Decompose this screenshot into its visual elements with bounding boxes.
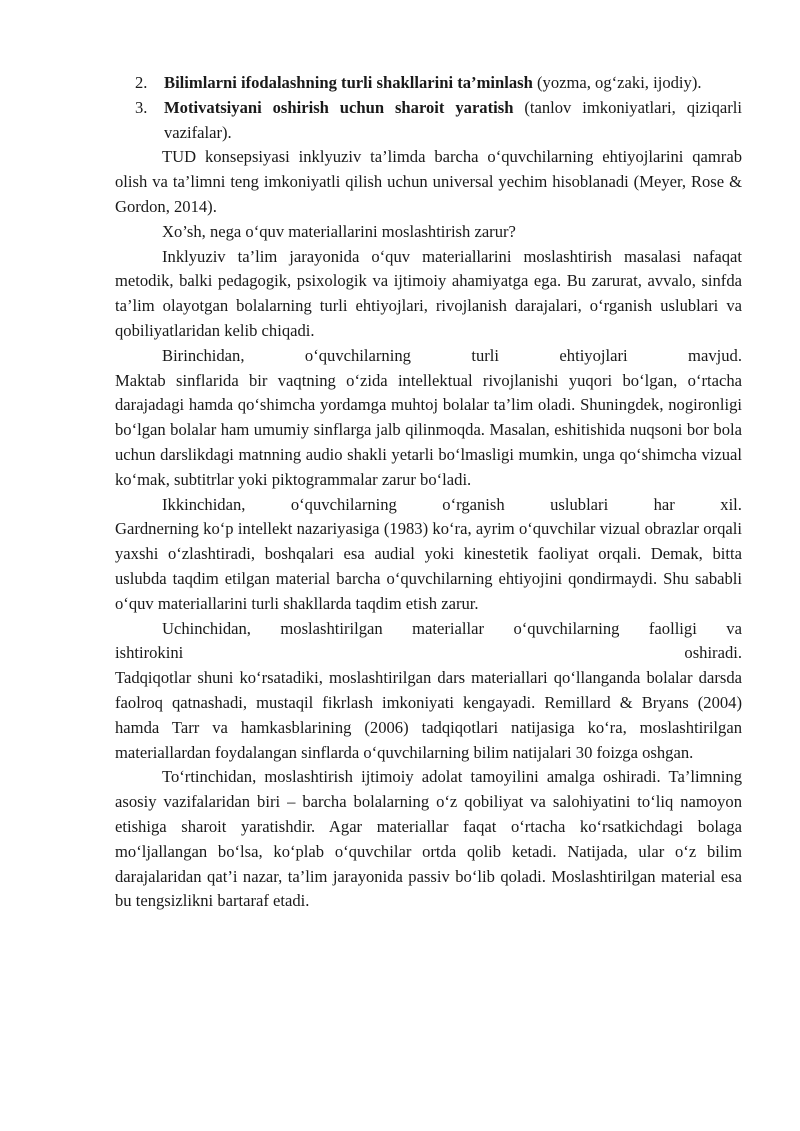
paragraph-body: Maktab sinflarida bir vaqtning o‘zida intellektual rivojlanishi yuqori bo‘lgan, o‘rtacha darajadagi hamda qo‘shimcha yordamga muhtoj bolalar ta’lim oladi. Shuningdek, nogironligi bo‘lgan bolalar ham umumiy sinflarga jalb qilinmoqda. Masalan, eshitishida nuqsoni bor bola uchun darslikdagi matnning audio shakli yetarli bo‘lmasligi mumkin, unga qo‘shimcha vizual ko‘mak, subtitrlar yoki piktogrammalar zarur bo‘ladi. xyxy=(115,370,742,489)
numbered-list xyxy=(115,71,742,145)
paragraph-body: Tadqiqotlar shuni ko‘rsatadiki, moslashtirilgan dars materiallari qo‘llanganda bolalar darsda faolroq qatnashadi, mustaqil fikrlash imkoniyati kengayadi. Remillard & Bryans (2004) hamda Tarr va hamkasblarining (2006) tadqiqotlari natijasiga ko‘ra, moslashtirilgan materiallardan foydalangan sinflarda o‘quvchilarning bilim natijalari 30 foizga oshgan. xyxy=(115,668,742,762)
paragraph-tud: TUD konsepsiyasi inklyuziv ta’limda barcha o‘quvchilarning ehtiyojlarini qamrab olish va ta’limni teng imkoniyatli qilish uchun universal yechim hisoblanadi (Meyer, Rose & Gordon, 2014). xyxy=(115,147,742,216)
paragraph-body: Gardnerning ko‘p intellekt nazariyasiga (1983) ko‘ra, ayrim o‘quvchilar vizual obrazlar orqali yaxshi o‘zlashtiradi, boshqalari esa audial yoki kinestetik faoliyat orqali. Demak, bitta uslubda taqdim etilgan material barcha o‘quvchilarning ehtiyojini qondirmaydi. Shu sababli o‘quv materiallarini turli shakllarda taqdim etish zarur. xyxy=(115,519,742,613)
paragraph-second-line xyxy=(115,641,742,666)
list-number: 2. xyxy=(135,73,148,92)
paragraph-question: Xo’sh, nega o‘quv materiallarini moslashtirish zarur? xyxy=(162,221,516,241)
word: uslublari xyxy=(550,494,609,514)
list-item xyxy=(115,96,742,146)
word: Birinchidan, xyxy=(162,345,245,365)
list-item-text: (tanlov imkoniyatlari, qiziqarli vazifalar). xyxy=(164,97,742,142)
list-number: 3. xyxy=(135,97,148,117)
paragraph-first-line xyxy=(115,493,742,518)
paragraph-first-line xyxy=(115,344,742,369)
document-page xyxy=(115,71,742,914)
paragraph-first-reason xyxy=(115,344,742,493)
word: va xyxy=(726,618,742,638)
paragraph-first-line xyxy=(115,617,742,642)
word: xil. xyxy=(720,494,742,514)
list-item-bold: Motivatsiyani oshirish uchun sharoit yaratish xyxy=(164,97,514,117)
list-item-bold: Bilimlarni ifodalashning turli shakllarini ta’minlash xyxy=(164,73,533,92)
word: o‘rganish xyxy=(442,494,505,514)
word: har xyxy=(653,494,675,514)
paragraph-inclusive: Inklyuziv ta’lim jarayonida o‘quv materiallarini moslashtirish masalasi nafaqat metodik, balki pedagogik, psixologik va ijtimoiy ahamiyatga ega. Bu zarurat, avvalo, sinfda ta’lim olayotgan bolalarning turli ehtiyojlari, rivojlanish darajalari, o‘rganish uslublari va qobiliyatlaridan kelib chiqadi. xyxy=(115,246,742,340)
word: o‘quvchilarning xyxy=(290,494,397,514)
list-item-text: (yozma, og‘zaki, ijodiy). xyxy=(532,73,702,92)
word: Uchinchidan, xyxy=(162,618,251,638)
paragraph-third-reason xyxy=(115,617,742,766)
list-item xyxy=(115,71,742,96)
word: mavjud. xyxy=(688,345,742,365)
word: moslashtirilgan xyxy=(280,618,383,638)
word: o‘quvchilarning xyxy=(304,345,411,365)
paragraph-fourth-reason: To‘rtinchidan, moslashtirish ijtimoiy adolat tamoyilini amalga oshiradi. Ta’limning asosiy vazifalaridan biri – barcha bolalarning o‘z qobiliyat va salohiyatini to‘liq namoyon etishiga sharoit yaratishdir. Agar materiallar faqat o‘rtacha ko‘rsatkichdagi bolaga mo‘ljallangan bo‘lsa, ko‘plab o‘quvchilar ortda qolib ketadi. Natijada, ular o‘z bilim darajalaridan qat’i nazar, ta’lim jarayonida passiv bo‘lib qoladi. Moslashtirilgan material esa bu tengsizlikni bartaraf etadi. xyxy=(115,767,742,911)
word: materiallar xyxy=(412,618,485,638)
word: oshiradi. xyxy=(684,643,742,663)
word: Ikkinchidan, xyxy=(162,494,246,514)
word: faolligi xyxy=(648,618,697,638)
paragraph-second-reason xyxy=(115,493,742,617)
word: o‘quvchilarning xyxy=(513,618,620,638)
word: ehtiyojlari xyxy=(559,345,628,365)
word: turli xyxy=(471,345,499,365)
word: ishtirokini xyxy=(115,643,184,663)
